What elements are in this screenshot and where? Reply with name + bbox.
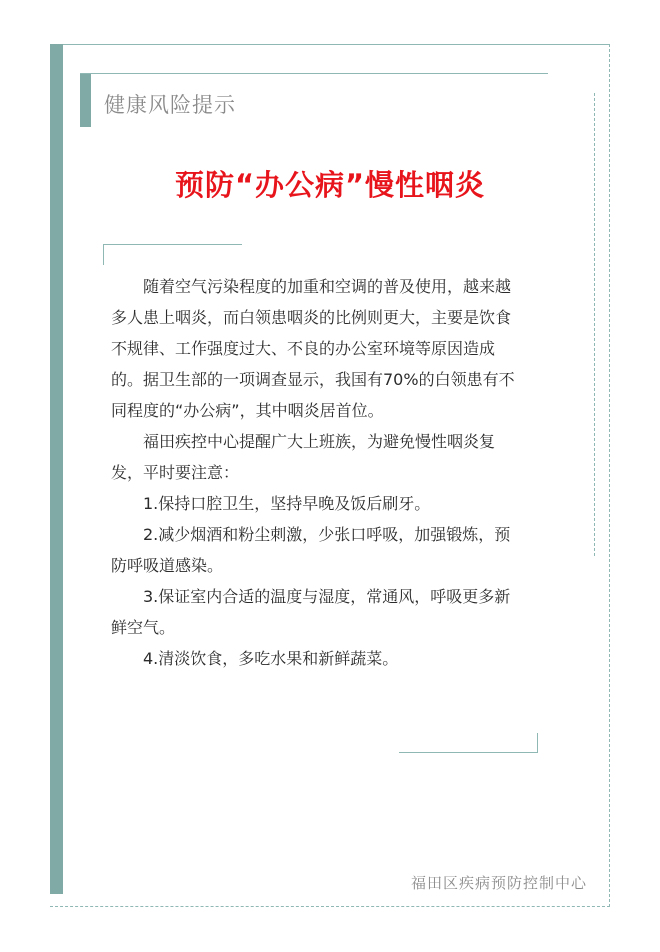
paragraph: 随着空气污染程度的加重和空调的普及使用，越来越多人患上咽炎，而白领患咽炎的比例则更大，主要是饮食不规律、工作强度过大、不良的办公室环境等原因造成的。据卫生部的一项调查显示，我国有70%的白领患有不同程度的“办公病”，其中咽炎居首位。 xyxy=(111,277,515,420)
article-body xyxy=(111,271,523,674)
list-item: 1.保持口腔卫生，坚持早晚及饭后刷牙。 xyxy=(143,494,431,513)
paragraph: 福田疾控中心提醒广大上班族，为避免慢性咽炎复发，平时要注意： xyxy=(111,432,496,482)
frame-bottom-line xyxy=(50,906,610,907)
frame-top-line xyxy=(50,44,610,45)
list-item: 2.减少烟酒和粉尘刺激，少张口呼吸，加强锻炼，预防呼吸道感染。 xyxy=(111,525,511,575)
page-title: 预防“办公病”慢性咽炎 xyxy=(174,168,486,202)
list-item: 3.保证室内合适的温度与湿度，常通风，呼吸更多新鲜空气。 xyxy=(111,587,511,637)
header-rule xyxy=(80,73,548,74)
footer-org: 福田区疾病预防控制中心 xyxy=(410,874,587,892)
header-accent-block xyxy=(80,74,91,127)
corner-bracket-top-left xyxy=(103,244,242,265)
corner-bracket-bottom-right xyxy=(399,733,538,753)
header-label: 健康风险提示 xyxy=(104,93,236,117)
list-item: 4.清淡饮食，多吃水果和新鲜蔬菜。 xyxy=(143,649,399,668)
